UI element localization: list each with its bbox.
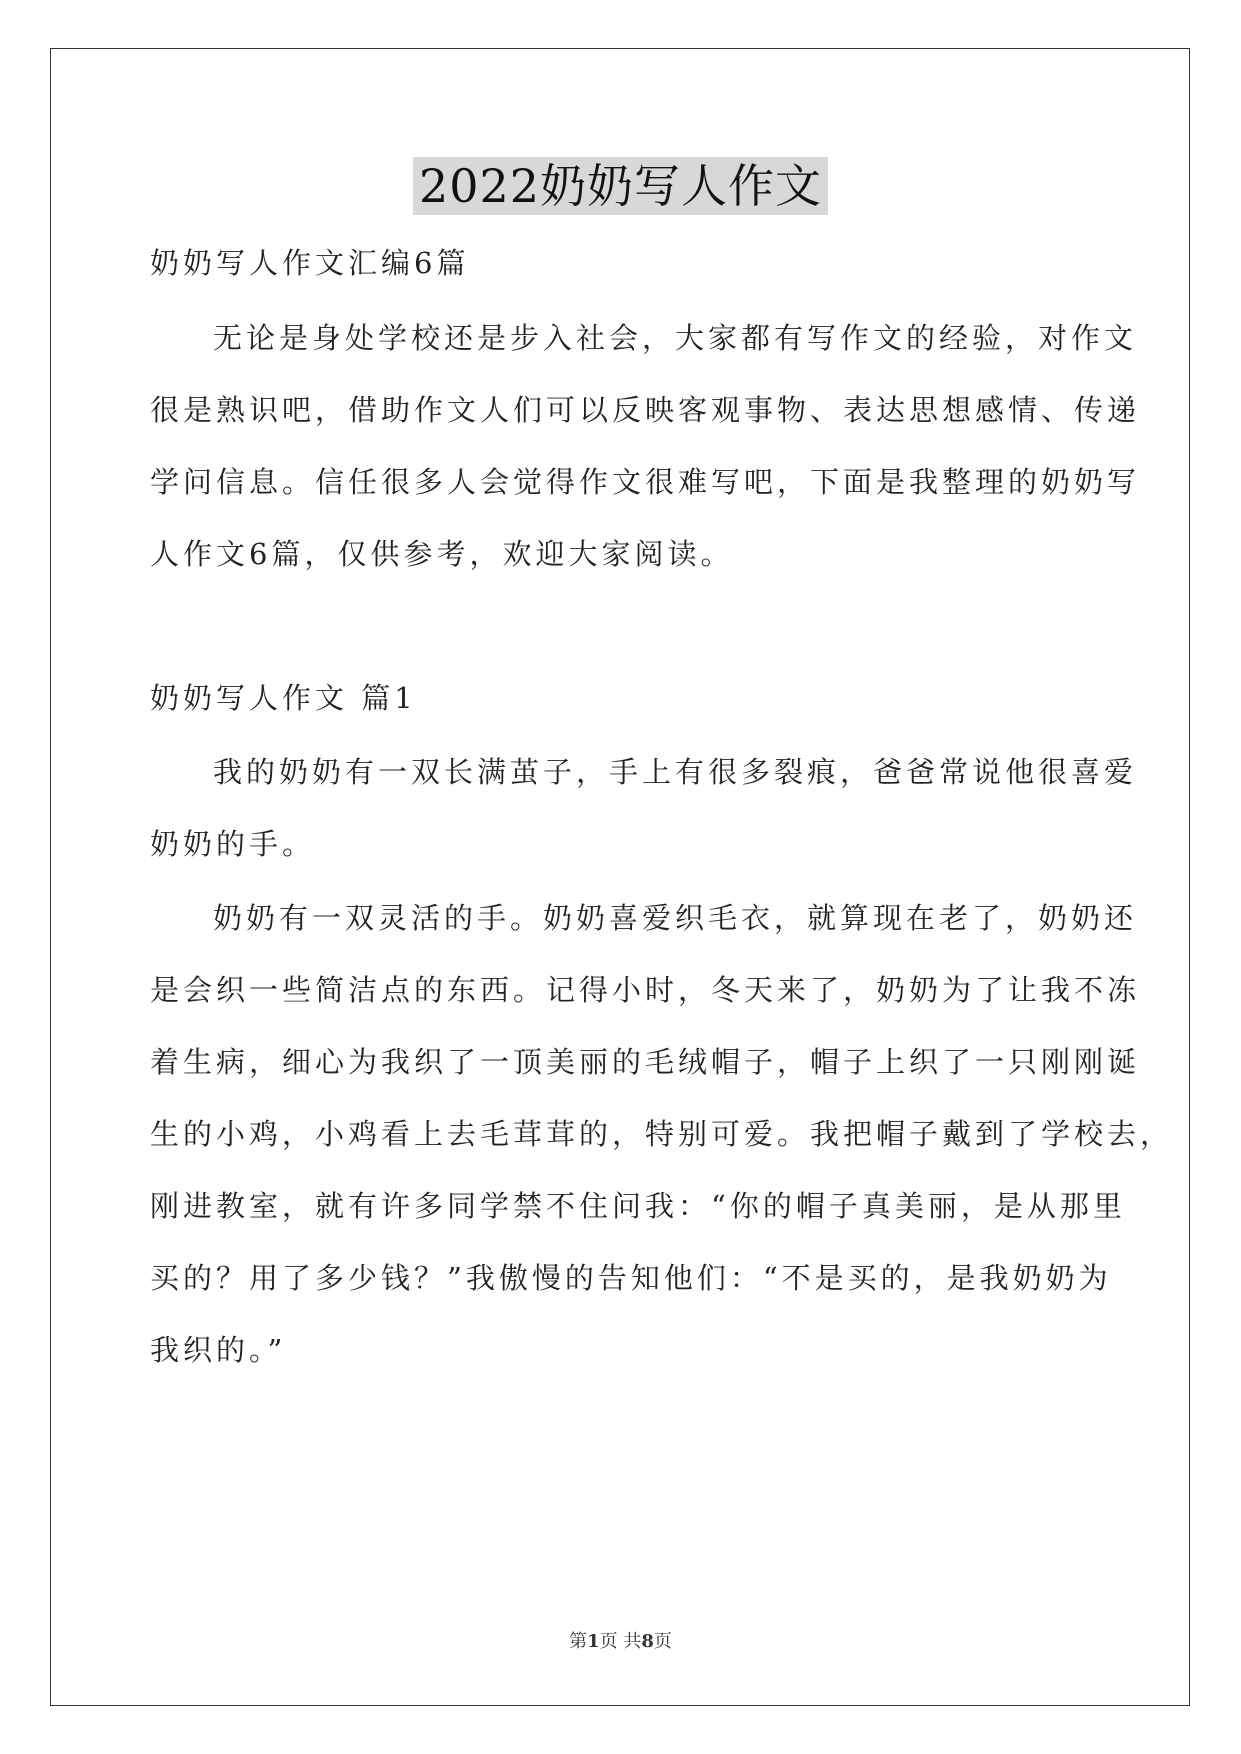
paragraph-line: 奶奶有一双灵活的手。奶奶喜爱织毛衣，就算现在老了，奶奶还: [213, 901, 1138, 935]
page-current: 1: [587, 1631, 600, 1652]
page-mid: 页 共: [599, 1631, 642, 1652]
paragraph-line: 是会织一些简洁点的东西。记得小时，冬天来了，奶奶为了让我不冻: [150, 973, 1141, 1007]
paragraph-line: 着生病，细心为我织了一顶美丽的毛绒帽子，帽子上织了一只刚刚诞: [150, 1045, 1141, 1079]
page-border: [50, 48, 1190, 1706]
document-title: 2022奶奶写人作文: [413, 157, 828, 215]
page-footer: [0, 1627, 1241, 1653]
intro-line: 学问信息。信任很多人会觉得作文很难写吧，下面是我整理的奶奶写: [150, 465, 1141, 499]
page-total: 8: [641, 1631, 654, 1652]
paragraph-line: 奶奶的手。: [150, 827, 316, 861]
page-prefix: 第: [569, 1631, 588, 1652]
document-title-wrap: [0, 150, 1241, 216]
intro-line: 无论是身处学校还是步入社会，大家都有写作文的经验，对作文: [213, 321, 1138, 355]
intro-line: 人作文6篇，仅供参考，欢迎大家阅读。: [150, 537, 734, 571]
paragraph-line: 生的小鸡，小鸡看上去毛茸茸的，特别可爱。我把帽子戴到了学校去，: [150, 1117, 1174, 1151]
paragraph-line: 刚进教室，就有许多同学禁不住问我：“你的帽子真美丽，是从那里: [150, 1189, 1126, 1223]
paragraph-line: 我的奶奶有一双长满茧子，手上有很多裂痕，爸爸常说他很喜爱: [213, 755, 1138, 789]
paragraph-line: 买的？用了多少钱？”我傲慢的告知他们：“不是买的，是我奶奶为: [150, 1261, 1112, 1295]
paragraph-line: 我织的。”: [150, 1333, 287, 1367]
subtitle: 奶奶写人作文汇编6篇: [150, 246, 470, 280]
page-suffix: 页: [653, 1631, 672, 1652]
intro-line: 很是熟识吧，借助作文人们可以反映客观事物、表达思想感情、传递: [150, 393, 1141, 427]
section-heading: 奶奶写人作文 篇1: [150, 681, 417, 715]
